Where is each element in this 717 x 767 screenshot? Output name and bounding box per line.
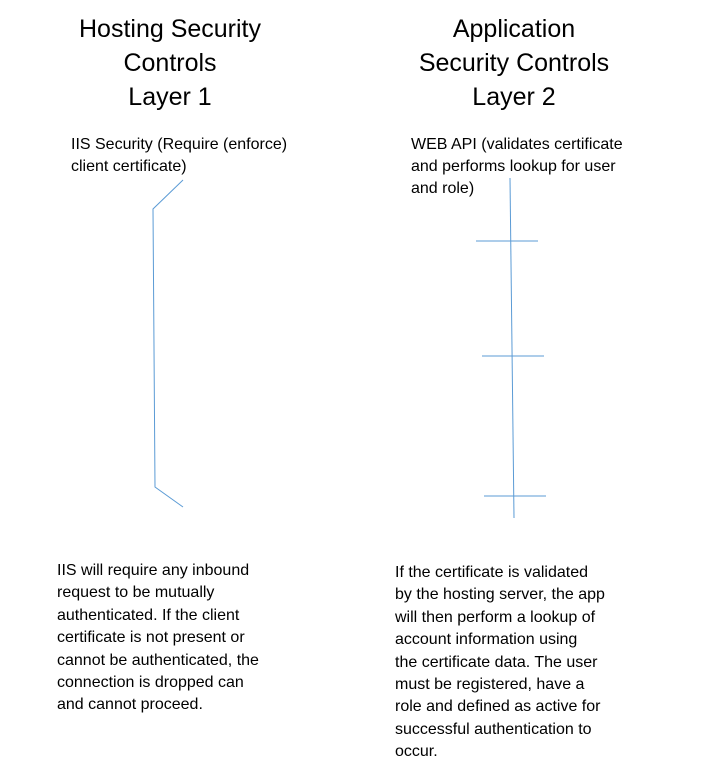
layer2-description-line: by the hosting server, the app [395,586,605,604]
layer2-description-line: occur. [395,743,438,761]
layer1-description-line: certificate is not present or [57,629,245,647]
layer1-description-line: authenticated. If the client [57,606,240,624]
layer1-title [70,12,270,114]
layer1-description-line: IIS will require any inbound [57,562,250,579]
layer1-title-line: Hosting Security [78,15,262,43]
layer1-title-line: Layer 1 [128,83,212,111]
layer1-bracket [153,180,183,507]
layer1-description [57,560,259,717]
layer2-description-line: If the certificate is validated [395,564,588,581]
layer2-title-line: Layer 2 [472,83,556,111]
layer2-description [395,562,605,764]
layer2-description-line: the certificate data. The user [395,653,598,671]
layer2-label-line: and performs lookup for user [411,158,616,175]
layer2-description-line: will then perform a lookup of [395,608,596,626]
layer2-label-line: and role) [411,180,475,197]
layer1-description-line: request to be mutually [57,584,215,602]
layer2-title-line: Security Controls [418,49,610,77]
layer2-description-line: account information using [395,631,578,649]
layer1-label-line: client certificate) [71,158,187,175]
layer2-title [404,12,624,114]
layer2-label [411,134,623,200]
layer2-description-line: must be registered, have a [395,676,585,694]
layer2-description-line: role and defined as active for [395,698,601,716]
layer2-title-line: Application [452,15,576,43]
layer1-description-line: and cannot proceed. [57,696,203,714]
layer1-title-line: Controls [123,49,217,77]
layer1-description-line: cannot be authenticated, the [57,651,259,669]
layer2-label-line: WEB API (validates certificate [411,136,623,153]
layer1-label [71,134,287,178]
layer2-axis [510,178,514,518]
layer1-label-line: IIS Security (Require (enforce) [71,136,288,153]
layer2-description-line: successful authentication to [395,720,592,738]
layer1-description-line: connection is dropped can [57,674,244,692]
